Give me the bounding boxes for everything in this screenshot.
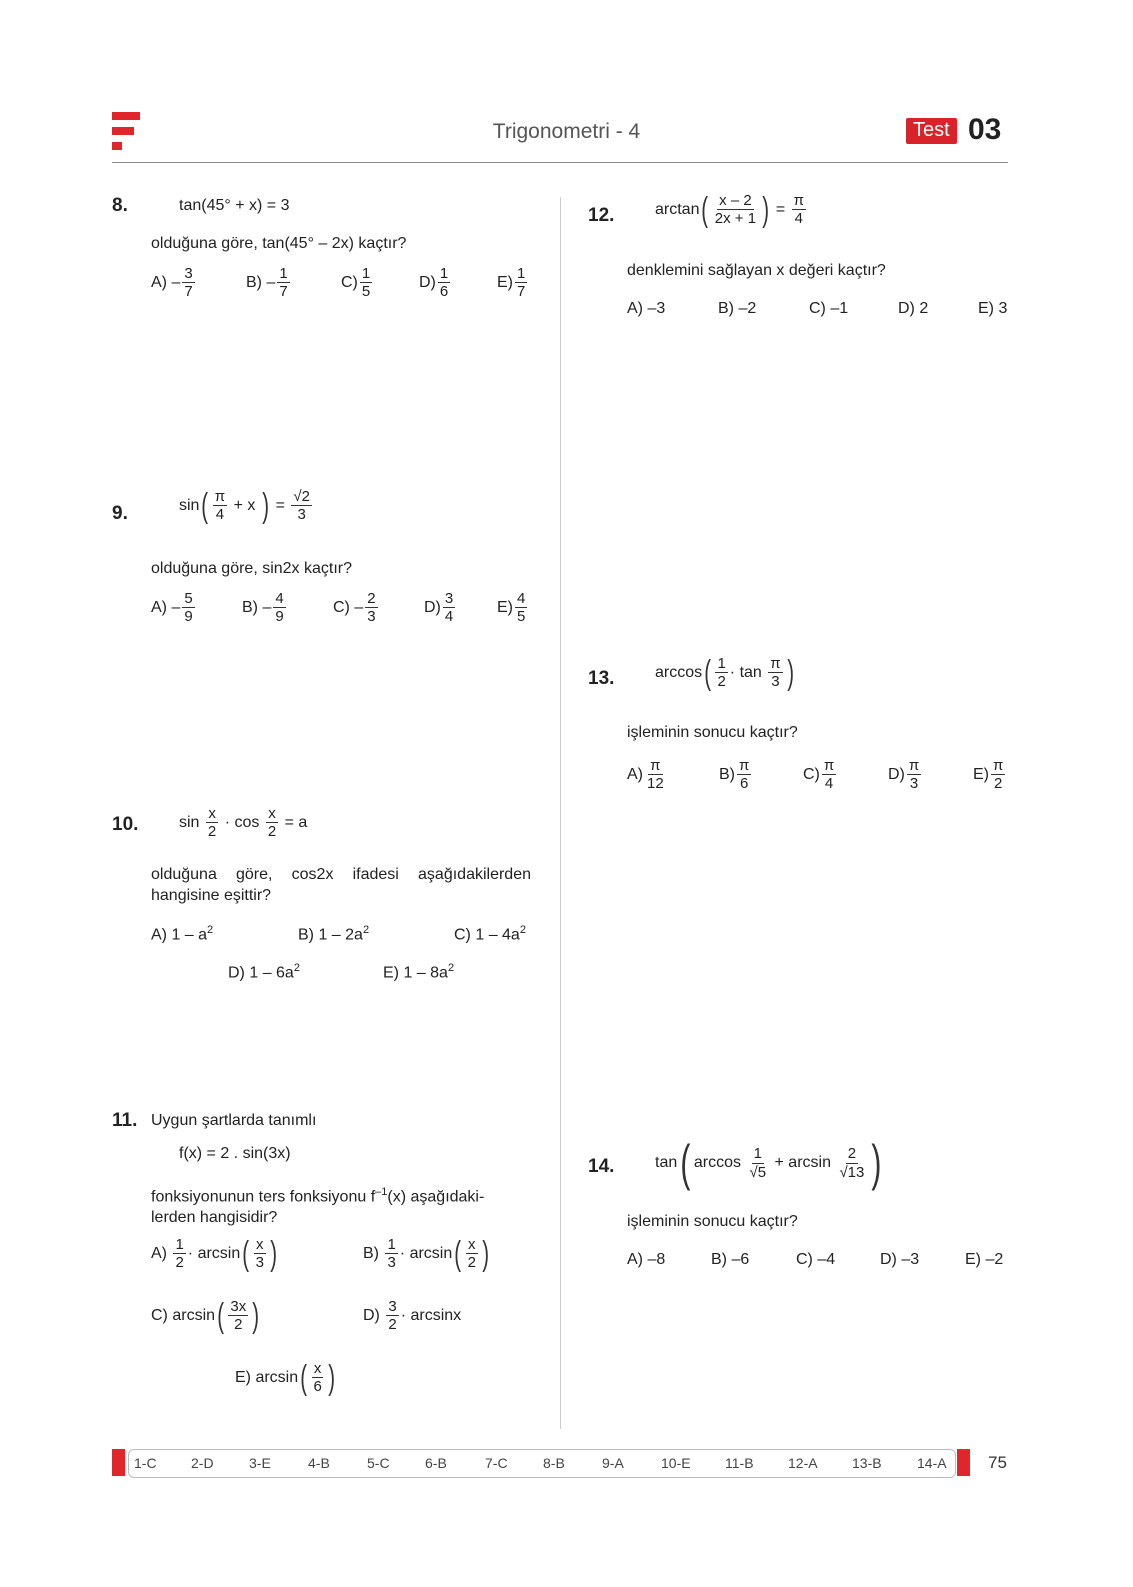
q13-option-a[interactable]: A) $\frac{\pi}{12}$ [627,757,664,793]
q13-option-b[interactable]: B) $\frac{\pi}{6}$ [719,757,750,793]
q9-question: olduğuna göre, sin2x kaçtır? [151,560,353,577]
answer-key-item: 4-B [308,1455,330,1471]
q14-number: 14. [588,1156,615,1177]
q10-expression: sin $\frac{x}{2}$ · cos $\frac{x}{2}$ = a [179,805,308,841]
q13-option-d[interactable]: D) $\frac{\pi}{3}$ [888,757,920,793]
q8-question: olduğuna göre, tan(45° – 2x) kaçtır? [151,235,407,252]
answer-key-item: 9-A [602,1455,624,1471]
answer-key-item: 14-A [917,1455,947,1471]
q8-option-b[interactable]: B) – $\frac{1}{7}$ [246,265,288,301]
q8-option-a[interactable]: A) – $\frac{3}{7}$ [151,265,193,301]
q11-intro: Uygun şartlarda tanımlı [151,1112,317,1129]
q10-number: 10. [112,814,139,835]
q9-number: 9. [112,503,128,524]
q9-option-b[interactable]: B) – $\frac{4}{9}$ [242,590,284,626]
q12-option-a[interactable]: A) –3 [627,300,666,317]
q8-number: 8. [112,195,128,216]
q9-expression: sin( $\frac{\pi}{4}$ + x ) = $\frac{√2}{3}$ [179,486,310,525]
answer-key-item: 8-B [543,1455,565,1471]
q11-option-b[interactable]: B) $\frac{1}{3}$ · arcsin( $\frac{x}{2}$ ) [363,1234,489,1273]
q9-option-d[interactable]: D) $\frac{3}{4}$ [424,590,454,626]
q8-options [151,265,536,315]
q14-expression: tan( arccos $\frac{1}{√5}$ + arcsin $\frac{2}{√13}$ ) [655,1135,882,1191]
answer-key-item: 6-B [425,1455,447,1471]
answer-key-item: 5-C [367,1455,390,1471]
answer-bar-right-accent [957,1449,970,1476]
q13-expression: arccos( $\frac{1}{2}$ · tan $\frac{\pi}{3}$ ) [655,653,794,692]
q14-option-a[interactable]: A) –8 [627,1251,666,1268]
test-number: 03 [968,113,1002,146]
q8-option-d[interactable]: D) $\frac{1}{6}$ [419,265,449,301]
q14-option-d[interactable]: D) –3 [880,1251,920,1268]
q8-option-e[interactable]: E) $\frac{1}{7}$ [497,265,526,301]
q12-option-e[interactable]: E) 3 [978,300,1008,317]
q14-option-e[interactable]: E) –2 [965,1251,1004,1268]
q12-expression: arctan( $\frac{x - 2}{2x + 1}$ ) = $\frac{\pi}{4}$ [655,190,805,229]
q10-option-b[interactable]: B) $1 - 2a^2$ [298,924,370,944]
q9-option-e[interactable]: E) $\frac{4}{5}$ [497,590,526,626]
q11-option-a[interactable]: A) $\frac{1}{2}$ · arcsin( $\frac{x}{3}$ ) [151,1234,277,1273]
q13-option-e[interactable]: E) $\frac{\pi}{2}$ [973,757,1004,793]
page-number: 75 [988,1453,1007,1472]
q11-option-e[interactable]: E) arcsin( $\frac{x}{6}$ ) [235,1358,335,1397]
q9-options [151,590,536,640]
test-badge: Test [906,118,957,144]
answer-key-item: 13-B [852,1455,882,1471]
q13-number: 13. [588,668,615,689]
q8-expression: tan(45° + x) = 3 [179,197,290,214]
q10-option-a[interactable]: A) $1 - a^2$ [151,924,214,944]
column-divider [560,197,561,1429]
q12-option-c[interactable]: C) –1 [809,300,849,317]
answer-key-item: 10-E [661,1455,691,1471]
q9-option-a[interactable]: A) – $\frac{5}{9}$ [151,590,193,626]
q10-option-c[interactable]: C) $1 - 4a^2$ [454,924,526,944]
q12-number: 12. [588,205,615,226]
q11-option-c[interactable]: C) arcsin( $\frac{3x}{2}$ ) [151,1296,260,1335]
q11-function: f(x) = 2 . sin(3x) [179,1145,291,1162]
q10-option-e[interactable]: E) $1 - 8a^2$ [383,962,455,982]
answer-key-item: 7-C [485,1455,508,1471]
answer-key-item: 2-D [191,1455,214,1471]
answer-key-item: 11-B [725,1455,754,1471]
q14-question: işleminin sonucu kaçtır? [627,1213,798,1230]
q10-option-d[interactable]: D) $1 - 6a^2$ [228,962,300,982]
q11-question: fonksiyonunun ters fonksiyonu $f^{-1}(x)$ aşağıdaki- lerden hangisidir? [151,1186,485,1227]
q12-question: denklemini sağlayan x değeri kaçtır? [627,262,886,279]
header-divider [112,162,1008,163]
q13-question: işleminin sonucu kaçtır? [627,724,798,741]
page-title: Trigonometri - 4 [492,120,641,143]
answer-bar-left-accent [112,1449,125,1476]
answer-key-item: 3-E [249,1455,271,1471]
q11-number: 11. [112,1110,138,1131]
answer-key-item: 12-A [788,1455,818,1471]
q11-option-d[interactable]: D) $\frac{3}{2}$ · arcsinx [363,1298,462,1334]
q8-option-c[interactable]: C) $\frac{1}{5}$ [341,265,371,301]
answer-key-item: 1-C [134,1455,157,1471]
q12-option-d[interactable]: D) 2 [898,300,929,317]
q10-question: olduğuna göre, cos2x ifadesi aşağıdakilerden hangisine eşittir? [151,866,531,904]
q14-option-b[interactable]: B) –6 [711,1251,750,1268]
q13-option-c[interactable]: C) $\frac{\pi}{4}$ [803,757,835,793]
q14-option-c[interactable]: C) –4 [796,1251,836,1268]
q12-option-b[interactable]: B) –2 [718,300,757,317]
q9-option-c[interactable]: C) – $\frac{2}{3}$ [333,590,376,626]
